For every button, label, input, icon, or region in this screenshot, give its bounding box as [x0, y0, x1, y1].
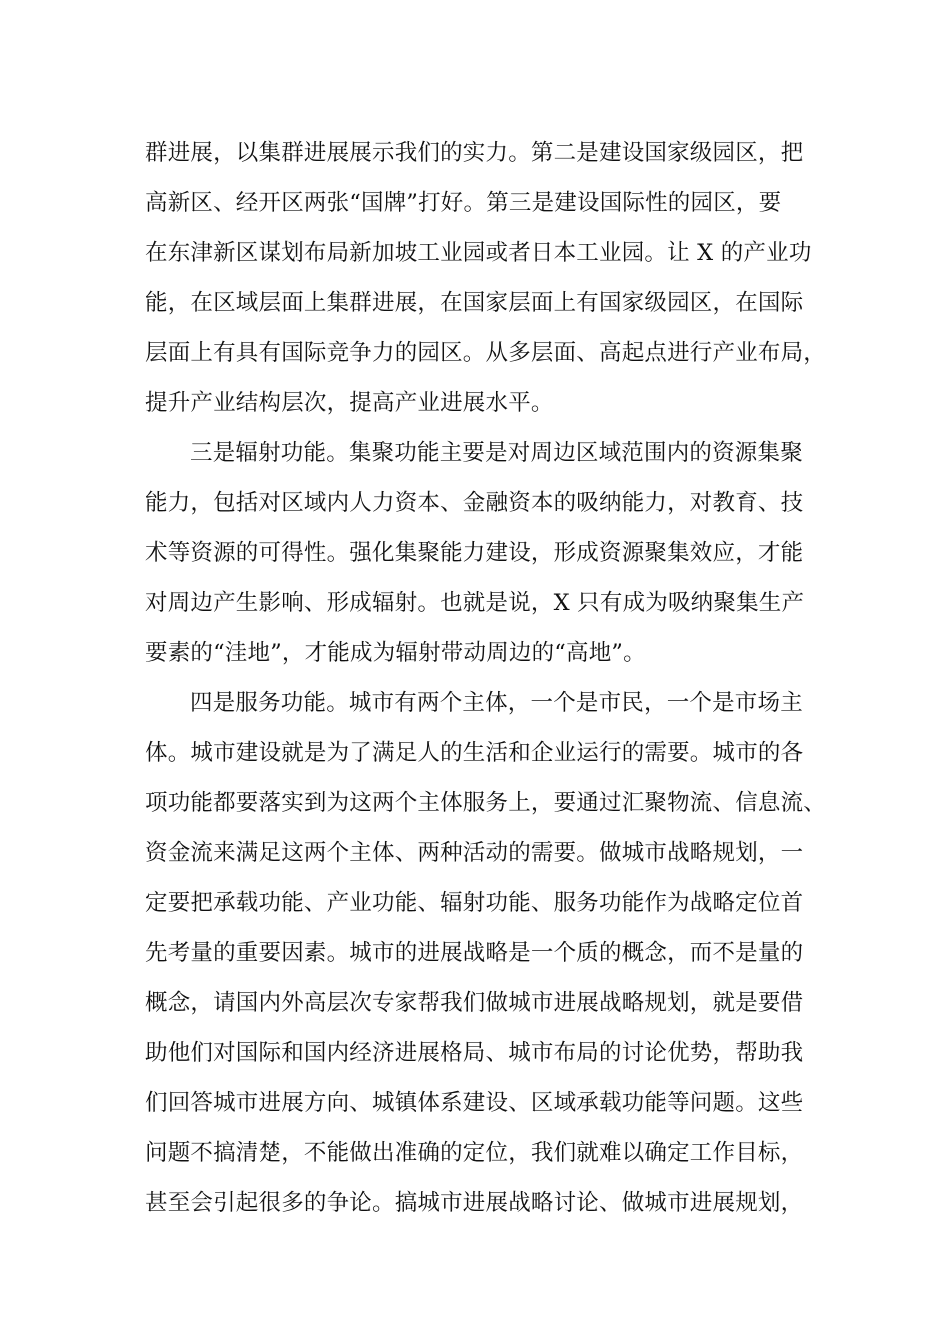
text-line: 概念，请国内外高层次专家帮我们做城市进展战略规划，就是要借	[145, 990, 804, 1016]
body-text	[145, 128, 825, 1228]
text-line: 对周边产生影响、形成辐射。也就是说，X 只有成为吸纳聚集生产	[145, 590, 805, 616]
text-line: 们回答城市进展方向、城镇体系建设、区域承载功能等问题。这些	[145, 1090, 804, 1116]
text-line: 资金流来满足这两个主体、两种活动的需要。做城市战略规划，一	[145, 840, 804, 866]
text-line: 问题不搞清楚，不能做出准确的定位，我们就难以确定工作目标，	[145, 1140, 804, 1166]
text-line: 体。城市建设就是为了满足人的生活和企业运行的需要。城市的各	[145, 740, 804, 766]
text-line: 能，在区域层面上集群进展，在国家层面上有国家级园区，在国际	[145, 290, 804, 316]
text-line: 在东津新区谋划布局新加坡工业园或者日本工业园。让 X 的产业功	[145, 240, 812, 266]
text-line: 群进展，以集群进展展示我们的实力。第二是建设国家级园区，把	[145, 140, 804, 166]
text-line: 提升产业结构层次，提高产业进展水平。	[145, 390, 554, 416]
text-line: 项功能都要落实到为这两个主体服务上，要通过汇聚物流、信息流、	[145, 790, 827, 816]
text-line: 层面上有具有国际竞争力的园区。从多层面、高起点进行产业布局，	[145, 340, 827, 366]
text-line: 高新区、经开区两张“国牌”打好。第三是建设国际性的园区，要	[145, 190, 782, 216]
text-line: 定要把承载功能、产业功能、辐射功能、服务功能作为战略定位首	[145, 890, 804, 916]
text-line: 甚至会引起很多的争论。搞城市进展战略讨论、做城市进展规划，	[145, 1190, 804, 1216]
text-line: 助他们对国际和国内经济进展格局、城市布局的讨论优势，帮助我	[145, 1040, 804, 1066]
text-line: 四是服务功能。城市有两个主体，一个是市民，一个是市场主	[190, 690, 803, 716]
text-line: 先考量的重要因素。城市的进展战略是一个质的概念，而不是量的	[145, 940, 804, 966]
text-line: 能力，包括对区域内人力资本、金融资本的吸纳能力，对教育、技	[145, 490, 804, 516]
text-line: 要素的“洼地”，才能成为辐射带动周边的“高地”。	[145, 640, 646, 666]
text-line: 三是辐射功能。集聚功能主要是对周边区域范围内的资源集聚	[190, 440, 803, 466]
text-line: 术等资源的可得性。强化集聚能力建设，形成资源聚集效应，才能	[145, 540, 804, 566]
